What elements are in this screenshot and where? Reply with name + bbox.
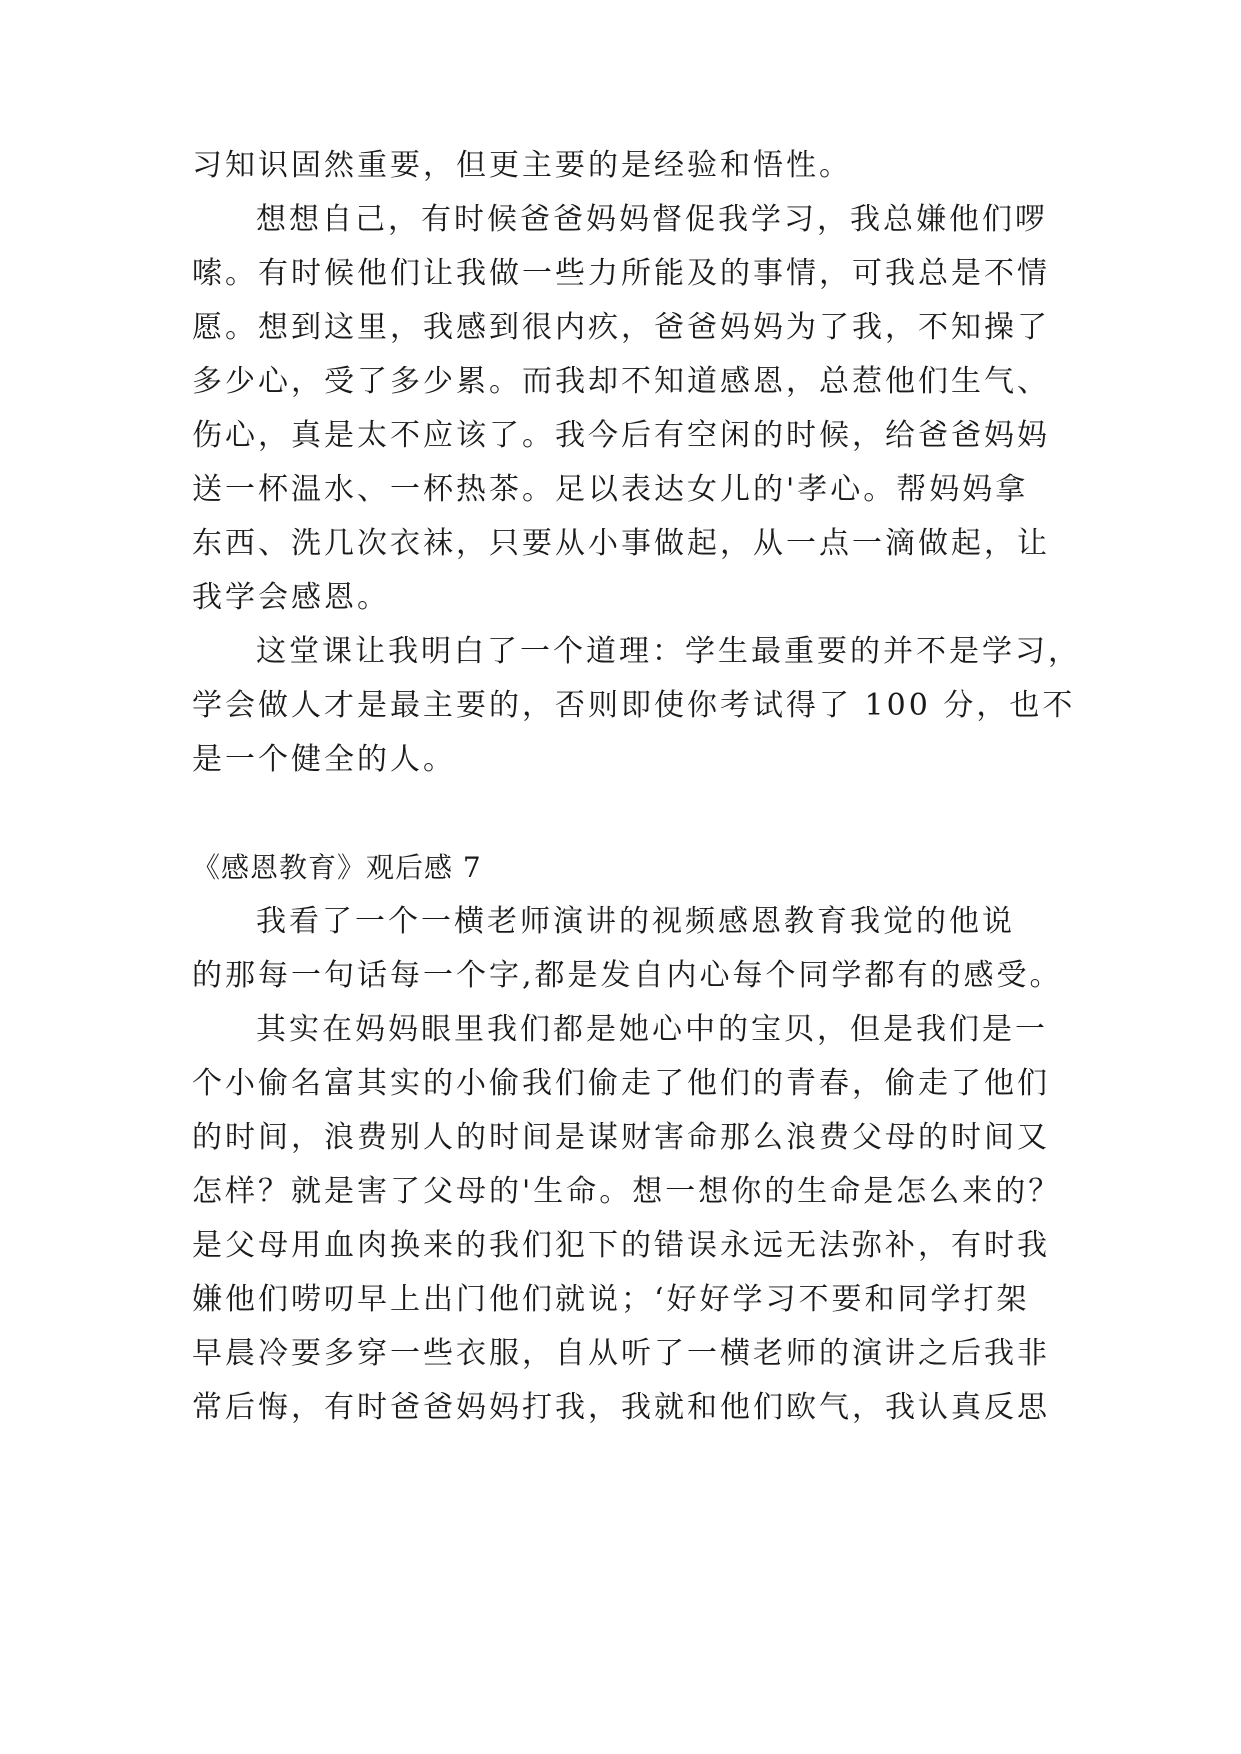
text-line: 送一杯温水、一杯热茶。足以表达女儿的'孝心。帮妈妈拿 [192, 472, 1029, 507]
text-line: 常后悔，有时爸爸妈妈打我，我就和他们欧气，我认真反思 [192, 1390, 1050, 1425]
text-line: 的那每一句话每一个字,都是发自内心每个同学都有的感受。 [192, 958, 1063, 993]
text-line: 伤心，真是太不应该了。我今后有空闲的时候，给爸爸妈妈 [192, 418, 1050, 453]
text-line: 这堂课让我明白了一个道理：学生最重要的并不是学习， [256, 634, 1081, 669]
text-line: 是一个健全的人。 [192, 742, 456, 777]
text-line: 个小偷名富其实的小偷我们偷走了他们的青春，偷走了他们 [192, 1066, 1050, 1101]
text-line: 想想自己，有时候爸爸妈妈督促我学习，我总嫌他们啰 [256, 202, 1048, 237]
text-line: 的时间，浪费别人的时间是谋财害命那么浪费父母的时间又 [192, 1120, 1050, 1155]
text-line: 学会做人才是最主要的，否则即使你考试得了 100 分，也不 [192, 688, 1076, 723]
text-line: 嫌他们唠叨早上出门他们就说；‘好好学习不要和同学打架 [192, 1282, 1030, 1317]
text-line: 习知识固然重要，但更主要的是经验和悟性。 [192, 148, 852, 183]
text-line: 早晨冷要多穿一些衣服，自从听了一横老师的演讲之后我非 [192, 1336, 1050, 1371]
text-line: 我看了一个一横老师演讲的视频感恩教育我觉的他说 [256, 904, 1015, 939]
text-line: 嗦。有时候他们让我做一些力所能及的事情，可我总是不情 [192, 256, 1050, 291]
text-line: 东西、洗几次衣袜，只要从小事做起，从一点一滴做起，让 [192, 526, 1050, 561]
text-line: 怎样？就是害了父母的'生命。想一想你的生命是怎么来的？ [192, 1174, 1062, 1209]
text-line: 愿。想到这里，我感到很内疚，爸爸妈妈为了我，不知操了 [192, 310, 1050, 345]
section-title: 《感恩教育》观后感 7 [192, 851, 482, 884]
text-line: 多少心，受了多少累。而我却不知道感恩，总惹他们生气、 [192, 364, 1050, 399]
text-line: 我学会感恩。 [192, 580, 390, 615]
text-line: 其实在妈妈眼里我们都是她心中的宝贝，但是我们是一 [256, 1012, 1048, 1047]
text-line: 是父母用血肉换来的我们犯下的错误永远无法弥补，有时我 [192, 1228, 1050, 1263]
